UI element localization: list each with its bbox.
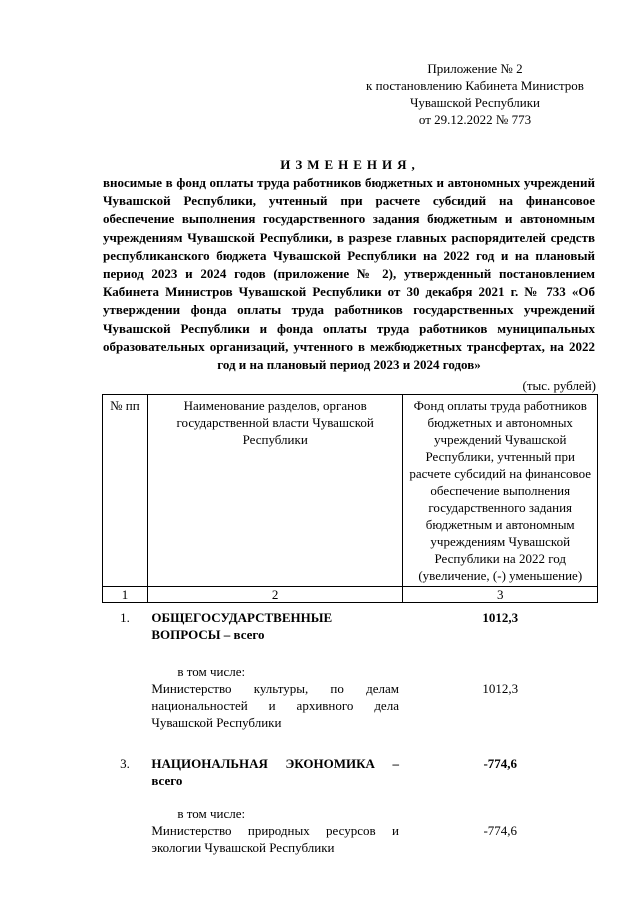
section-value: -774,6 <box>483 756 518 771</box>
table-row-section <box>103 731 598 789</box>
column-number-1: 1 <box>103 587 148 603</box>
table-row-section <box>103 603 598 644</box>
table-row-sub <box>103 680 598 731</box>
sub-value: -774,6 <box>483 823 518 838</box>
section-number: 1. <box>120 610 130 625</box>
units-label: (тыс. рублей) <box>522 378 596 393</box>
table-header-row <box>103 395 598 587</box>
document-subtitle: вносимые в фонд оплаты труда работников бюджетных и автономных учреждений Чувашской Республики, учтенный при расчете субсидий на финансовое обеспечение выполнения государственного задания бюджетным и автономным учреждениям Чувашской Республики, в разрезе главных распорядителей средств республиканского бюджета Чувашской Республики на 2022 год и на плановый период 2023 и 2024 годов (приложение № 2), утвержденный постановлением Кабинета Министров Чувашской Республики от 30 декабря 2021 г. № 733 «Об утверждении фонда оплаты труда работников государственных учреждений Чувашской Республики и фонда оплаты труда работников муниципальных образовательных организаций, учтенного в межбюджетных трансфертах, на 2022 год и на плановый период 2023 и 2024 годов» <box>103 175 595 373</box>
section-number: 3. <box>120 756 130 771</box>
document-title: ИЗМЕНЕНИЯ, <box>280 157 420 172</box>
including-label: в том числе: <box>177 664 246 679</box>
sub-value: 1012,3 <box>482 681 519 696</box>
section-value: 1012,3 <box>482 610 519 625</box>
changes-table <box>102 394 598 856</box>
table-row-including <box>103 643 598 680</box>
header-fund: Фонд оплаты труда работников бюджетных и автономных учреждений Чувашской Республики, учтенный при расчете субсидий на финансовое обеспечение выполнения государственного задания бюджетным и автономным учреждениям Чувашской Республики на 2022 год (увеличение, (-) уменьшение) <box>403 395 598 587</box>
header-name: Наименование разделов, органов государственной власти Чувашской Республики <box>147 395 403 587</box>
appendix-line-2: к постановлению Кабинета Министров <box>366 78 584 93</box>
table-row-including <box>103 789 598 822</box>
including-label: в том числе: <box>177 806 246 821</box>
table-row-sub <box>103 822 598 856</box>
section-name: ОБЩЕГОСУДАРСТВЕННЫЕ ВОПРОСЫ – всего <box>151 610 333 642</box>
appendix-line-4: от 29.12.2022 № 773 <box>418 112 532 127</box>
column-numbers-row <box>103 587 598 603</box>
sub-name: Министерство природных ресурсов и экологии Чувашской Республики <box>151 823 399 855</box>
sub-name: Министерство культуры, по делам национальностей и архивного дела Чувашской Республики <box>151 681 399 730</box>
appendix-line-3: Чувашской Республики <box>409 95 541 110</box>
header-number: № пп <box>103 395 148 587</box>
appendix-block <box>350 60 600 128</box>
column-number-3: 3 <box>403 587 598 603</box>
section-name: НАЦИОНАЛЬНАЯ ЭКОНОМИКА – всего <box>151 756 399 788</box>
appendix-line-1: Приложение № 2 <box>427 61 523 76</box>
column-number-2: 2 <box>147 587 403 603</box>
